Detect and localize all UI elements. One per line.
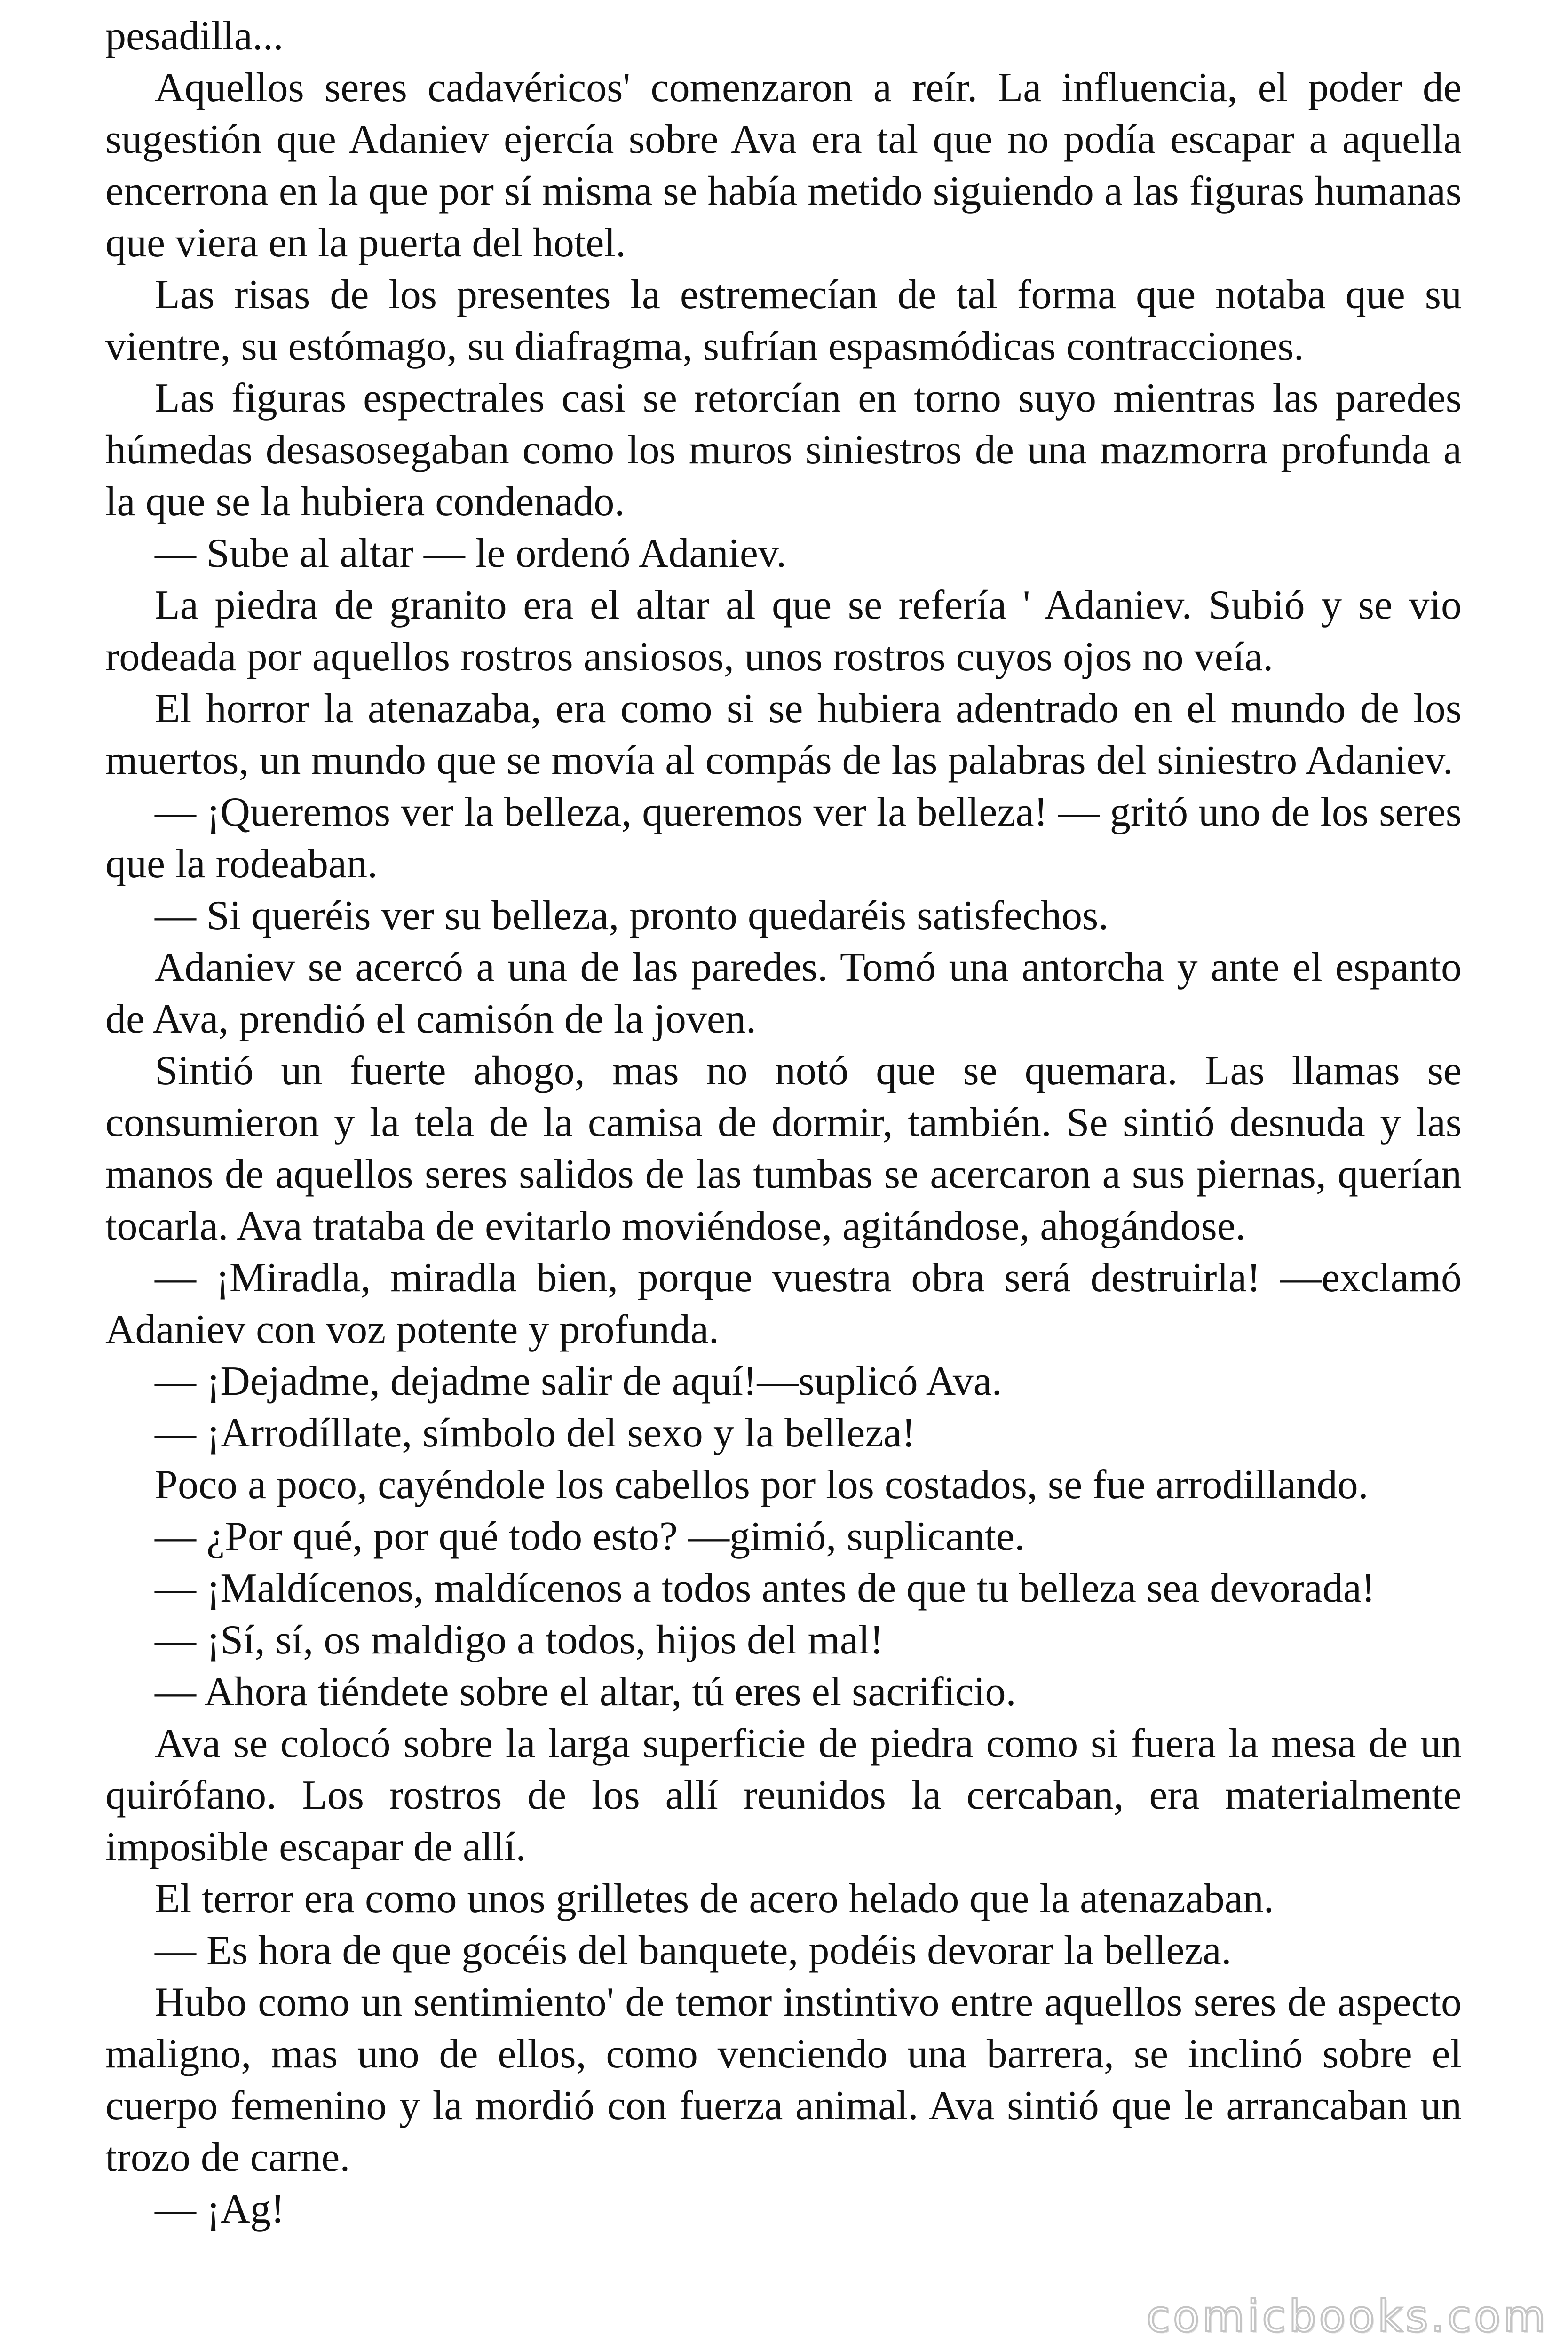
paragraph-23: Hubo como un sentimiento' de temor instintivo entre aquellos seres de aspecto maligno, mas uno de ellos, como venciendo una barrera, se inclinó sobre el cuerpo femenino y la mordió con fuerza animal. Ava sintió que le arrancaban un trozo de carne. bbox=[105, 1979, 1462, 2180]
paragraph-7: El horror la atenazaba, era como si se hubiera adentrado en el mundo de los muertos, un mundo que se movía al compás de las palabras del siniestro Adaniev. bbox=[105, 686, 1462, 783]
dialogue-line-8: — ¡Maldícenos, maldícenos a todos antes de que tu belleza sea devorada! bbox=[155, 1565, 1376, 1611]
dialogue-line-10: — Ahora tiéndete sobre el altar, tú eres el sacrificio. bbox=[155, 1669, 1016, 1715]
paragraph-11: Sintió un fuerte ahogo, mas no notó que se quemara. Las llamas se consumieron y la tela de la camisa de dormir, también. Se sintió desnuda y las manos de aquellos seres salidos de las tumbas se acercaron a sus piernas, querían tocarla. Ava trataba de evitarlo moviéndose, agitándose, ahogándose. bbox=[105, 1048, 1462, 1249]
dialogue-line-4: — ¡Miradla, miradla bien, porque vuestra obra será destruirla! —exclamó Adaniev con voz potente y profunda. bbox=[105, 1255, 1462, 1352]
paragraph-2: Aquellos seres cadavéricos' comenzaron a reír. La influencia, el poder de sugestión que Adaniev ejercía sobre Ava era tal que no podía escapar a aquella encerrona en la que por sí misma se había metido siguiendo a las figuras humanas que viera en la puerta del hotel. bbox=[105, 65, 1462, 266]
paragraph-6: La piedra de granito era el altar al que se refería ' Adaniev. Subió y se vio rodeada por aquellos rostros ansiosos, unos rostros cuyos ojos no veía. bbox=[105, 582, 1462, 680]
paragraph-4: Las figuras espectrales casi se retorcían en torno suyo mientras las paredes húmedas desasosegaban como los muros siniestros de una mazmorra profunda a la que se la hubiera condenado. bbox=[105, 375, 1462, 524]
body-text bbox=[105, 10, 1462, 2235]
dialogue-line-3: — Si queréis ver su belleza, pronto quedaréis satisfechos. bbox=[155, 893, 1109, 938]
paragraph-1: pesadilla... bbox=[105, 13, 284, 59]
paragraph-3: Las risas de los presentes la estremecían de tal forma que notaba que su vientre, su estómago, su diafragma, sufrían espasmódicas contracciones. bbox=[105, 272, 1462, 369]
paragraph-21: El terror era como unos grilletes de acero helado que la atenazaban. bbox=[155, 1876, 1274, 1922]
paragraph-10: Adaniev se acercó a una de las paredes. Tomó una antorcha y ante el espanto de Ava, prendió el camisón de la joven. bbox=[105, 945, 1462, 1042]
paragraph-15: Poco a poco, cayéndole los cabellos por los costados, se fue arrodillando. bbox=[155, 1462, 1369, 1508]
dialogue-line-9: — ¡Sí, sí, os maldigo a todos, hijos del mal! bbox=[155, 1617, 884, 1663]
paragraph-20: Ava se colocó sobre la larga superficie de piedra como si fuera la mesa de un quirófano. Los rostros de los allí reunidos la cercaban, era materialmente imposible escapar de allí. bbox=[105, 1721, 1462, 1870]
dialogue-line-6: — ¡Arrodíllate, símbolo del sexo y la belleza! bbox=[155, 1410, 916, 1456]
dialogue-line-12: — ¡Ag! bbox=[155, 2186, 285, 2232]
dialogue-line-5: — ¡Dejadme, dejadme salir de aquí!—suplicó Ava. bbox=[155, 1359, 1002, 1404]
dialogue-line-2: — ¡Queremos ver la belleza, queremos ver la belleza! — gritó uno de los seres que la rodeaban. bbox=[105, 789, 1462, 887]
site-watermark: comicbooks.com bbox=[1146, 2291, 1548, 2342]
dialogue-line-1: — Sube al altar — le ordenó Adaniev. bbox=[155, 531, 787, 576]
dialogue-line-7: — ¿Por qué, por qué todo esto? —gimió, suplicante. bbox=[155, 1514, 1025, 1559]
dialogue-line-11: — Es hora de que gocéis del banquete, podéis devorar la belleza. bbox=[155, 1928, 1232, 1973]
